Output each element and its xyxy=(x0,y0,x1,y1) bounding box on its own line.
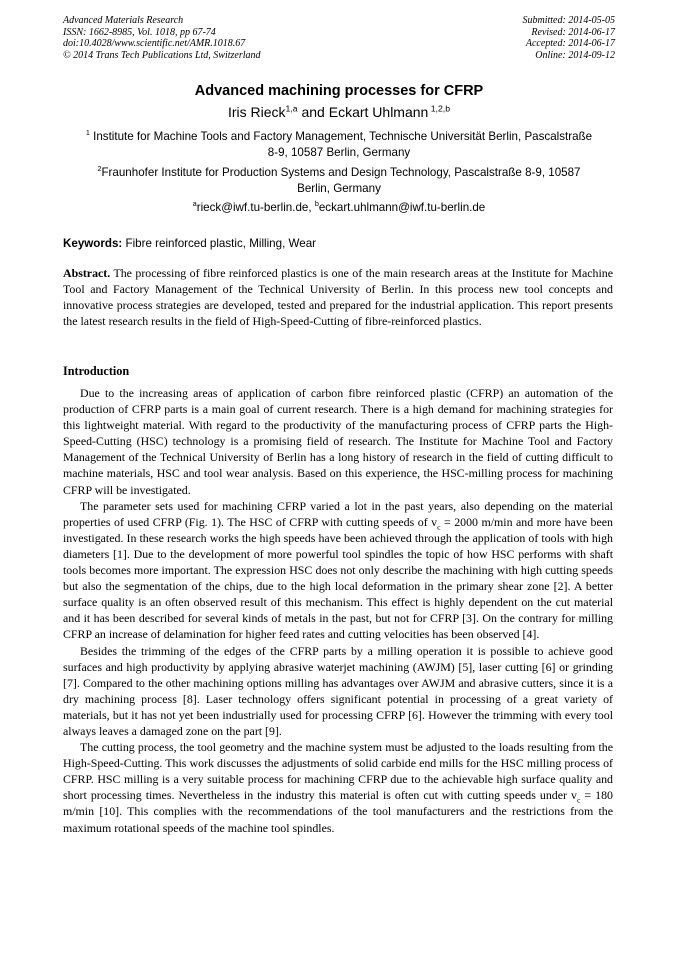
paragraph-text: The cutting process, the tool geometry and the machine system must be adjusted to the loads resulting from the High-Speed-Cutting. This work discusses the adjustments of solid carbide end mills for the HSC milling process of CFRP. HSC milling is a very suitable process for machining CFRP due to the achievable high surface quality and short processing times. Nevertheless in the industry this material is often cut with cutting speeds under v xyxy=(63,740,613,803)
paragraph xyxy=(63,739,613,836)
subscript: c xyxy=(576,795,581,805)
affiliation-marker: 1 xyxy=(85,128,90,138)
paragraph xyxy=(63,498,613,643)
section-heading-introduction: Introduction xyxy=(63,364,130,378)
keywords-label: Keywords: xyxy=(63,237,123,250)
introduction-body xyxy=(63,385,613,836)
affiliation-2 xyxy=(80,165,598,197)
journal-name: Advanced Materials Research xyxy=(63,15,184,26)
paper-title: Advanced machining processes for CFRP xyxy=(194,83,484,99)
paragraph: Besides the trimming of the edges of the CFRP parts by a milling operation it is possible to achieve good surfaces and high productivity by applying abrasive waterjet machining (AWJM) [5], laser cutting [6] or grinding [7]. Compared to the other machining options milling has advantages over AWJM and abrasive cutters, since it is a dry machining process [8]. Laser technology offers significant potential in processing of a great variety of materials, but it has not yet been industrially used for processing CFRP [6]. However the trimming with every tool always leaves a damaged zone on the part [9]. xyxy=(63,643,613,738)
author-name: Eckart Uhlmann xyxy=(328,104,429,120)
keywords xyxy=(63,237,316,250)
paragraph-text: The parameter sets used for machining CFRP varied a lot in the past years, also depending on the material properties of used CFRP (Fig. 1). The HSC of CFRP with cutting speeds of v xyxy=(63,498,613,529)
author-line xyxy=(0,104,678,120)
subscript: c xyxy=(437,522,441,532)
publication-dates xyxy=(523,15,616,61)
issn-line: ISSN: 1662-8985, Vol. 1018, pp 67-74 xyxy=(63,26,216,38)
author-name: Iris Rieck xyxy=(227,104,286,120)
online-date: Online: 2014-09-12 xyxy=(535,49,615,61)
journal-info xyxy=(63,15,261,61)
author-superscript: 1,2,b xyxy=(428,103,451,114)
accepted-date: Accepted: 2014-06-17 xyxy=(525,38,615,49)
abstract xyxy=(63,265,613,329)
affiliation-text: Fraunhofer Institute for Production Systems and Design Technology, Pascalstraße 8-9, 10587 Berlin, Germany xyxy=(101,166,581,195)
author-superscript: 1,a xyxy=(285,103,298,114)
email-marker: b xyxy=(314,199,319,209)
email-link[interactable]: rieck@iwf.tu-berlin.de, xyxy=(196,201,315,214)
doi-line: doi:10.4028/www.scientific.net/AMR.1018.67 xyxy=(63,38,246,49)
copyright-line: © 2014 Trans Tech Publications Ltd, Switzerland xyxy=(63,49,261,61)
keywords-text: Fibre reinforced plastic, Milling, Wear xyxy=(122,237,317,250)
affiliation-text: Institute for Machine Tools and Factory Management, Technische Universität Berlin, Pascalstraße 8-9, 10587 Berlin, Germany xyxy=(89,130,593,159)
paragraph: Due to the increasing areas of application of carbon fibre reinforced plastic (CFRP) an automation of the production of CFRP parts is a main goal of current research. There is a high demand for machining strategies for this lightweight material. With regard to the productivity of the manufacturing process of CFRP parts the High-Speed-Cutting (HSC) technology is a promising field of research. The Institute for Machine Tool and Factory Management of the Technical University of Berlin has a long history of research in the field of cutting difficult to machine materials, HSC and tool wear analysis. Based on this experience, the HSC-milling process for machining CFRP will be investigated. xyxy=(63,386,613,497)
abstract-label: Abstract. xyxy=(63,266,111,280)
revised-date: Revised: 2014-06-17 xyxy=(531,26,615,38)
abstract-text: The processing of fibre reinforced plastics is one of the main research areas at the Institute for Machine Tool and Factory Management of the Technical University of Berlin. In this process new tool concepts and innovative process strategies are developed, tested and prepared for the industrial application. This report presents the latest research results in the field of High-Speed-Cutting of fibre-reinforced plastics. xyxy=(63,266,613,329)
paragraph-text: = 180 m/min [10]. This complies with the recommendations of the tool manufacturers and the restrictions from the maximum rotational speeds of the machine tool spindles. xyxy=(63,788,613,835)
affiliation-1 xyxy=(80,129,598,161)
author-emails xyxy=(0,201,678,214)
submitted-date: Submitted: 2014-05-05 xyxy=(522,15,615,26)
author-conjunction: and xyxy=(297,104,329,120)
paragraph-text: = 2000 m/min and more have been investigated. In these research works the high speeds have been achieved through the application of tools with high diameters [1]. Due to the development of more powerful tool spindles the topic of how HSC performs with shaft tools becomes more important. The expression HSC does not only describe the machining with high cutting speeds but also the segmentation of the chips, due to the high local deformation in the primary shear zone [2]. A better surface quality is an often observed result of this mechanism. This effect is highly dependent on the cut material and it has been described for several kinds of metals in the past, but not for CFRP [3]. On the contrary for milling CFRP an increase of delamination for higher feed rates and cutting velocities has been observed [4]. xyxy=(63,514,613,642)
email-marker: a xyxy=(192,199,197,209)
email-link[interactable]: eckart.uhlmann@iwf.tu-berlin.de xyxy=(318,201,486,214)
affiliation-marker: 2 xyxy=(97,164,102,174)
